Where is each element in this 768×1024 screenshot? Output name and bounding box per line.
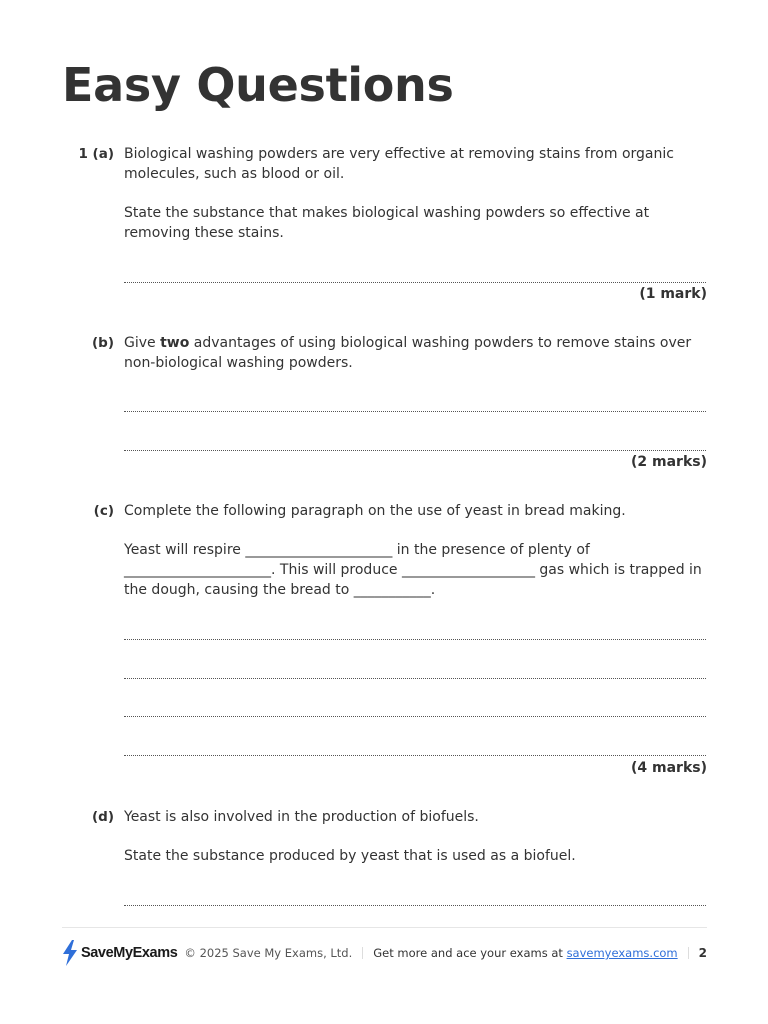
lightning-bolt-icon bbox=[62, 940, 78, 966]
question-1b-marks: (2 marks) bbox=[631, 454, 707, 470]
footer-divider bbox=[62, 927, 707, 928]
question-1b-prompt bbox=[124, 333, 708, 373]
copyright-text: © 2025 Save My Exams, Ltd. bbox=[184, 946, 353, 960]
page-title: Easy Questions bbox=[62, 58, 454, 112]
footer-separator bbox=[688, 947, 689, 959]
answer-line[interactable] bbox=[124, 282, 706, 283]
answer-line[interactable] bbox=[124, 639, 706, 640]
answer-line[interactable] bbox=[124, 716, 706, 717]
footer-info bbox=[184, 944, 707, 962]
savemyexams-link[interactable]: savemyexams.com bbox=[566, 946, 678, 960]
question-1a-prompt: State the substance that makes biological washing powders so effective at removing these stains. bbox=[124, 205, 650, 241]
question-1a-marks: (1 mark) bbox=[639, 286, 707, 302]
answer-line[interactable] bbox=[124, 450, 706, 451]
question-1d-intro: Yeast is also involved in the production of biofuels. bbox=[124, 809, 479, 825]
answer-line[interactable] bbox=[124, 905, 706, 906]
footer-cta bbox=[373, 946, 677, 960]
question-1d-label: (d) bbox=[91, 809, 114, 825]
footer-cta-text: Get more and ace your exams at bbox=[373, 946, 567, 960]
answer-line[interactable] bbox=[124, 755, 706, 756]
question-1a-intro: Biological washing powders are very effective at removing stains from organic molecules, such as blood or oil. bbox=[124, 146, 674, 182]
question-1c-paragraph: Yeast will respire _____________________ in the presence of plenty of _____________________. This will produce ___________________ gas which is trapped in the dough, causing the bread to ___________. bbox=[124, 542, 702, 598]
question-1b-prompt-start: Give bbox=[124, 335, 161, 351]
answer-line[interactable] bbox=[124, 678, 706, 679]
question-1c-label: (c) bbox=[93, 503, 114, 519]
question-1a-label: 1 (a) bbox=[78, 146, 114, 162]
question-1b-prompt-end: advantages of using biological washing powders to remove stains over non-biological washing powders. bbox=[124, 335, 692, 371]
question-1d-prompt: State the substance produced by yeast that is used as a biofuel. bbox=[124, 848, 576, 864]
question-1c-intro: Complete the following paragraph on the use of yeast in bread making. bbox=[124, 503, 626, 519]
question-1b-label: (b) bbox=[91, 335, 114, 351]
question-1b-emphasis: two bbox=[160, 335, 190, 351]
logo-wordmark: SaveMyExams bbox=[81, 945, 178, 961]
page-number: 2 bbox=[698, 946, 707, 960]
savemyexams-logo[interactable] bbox=[62, 940, 177, 966]
answer-line[interactable] bbox=[124, 411, 706, 412]
question-1c-marks: (4 marks) bbox=[631, 760, 707, 776]
footer-separator bbox=[362, 947, 363, 959]
